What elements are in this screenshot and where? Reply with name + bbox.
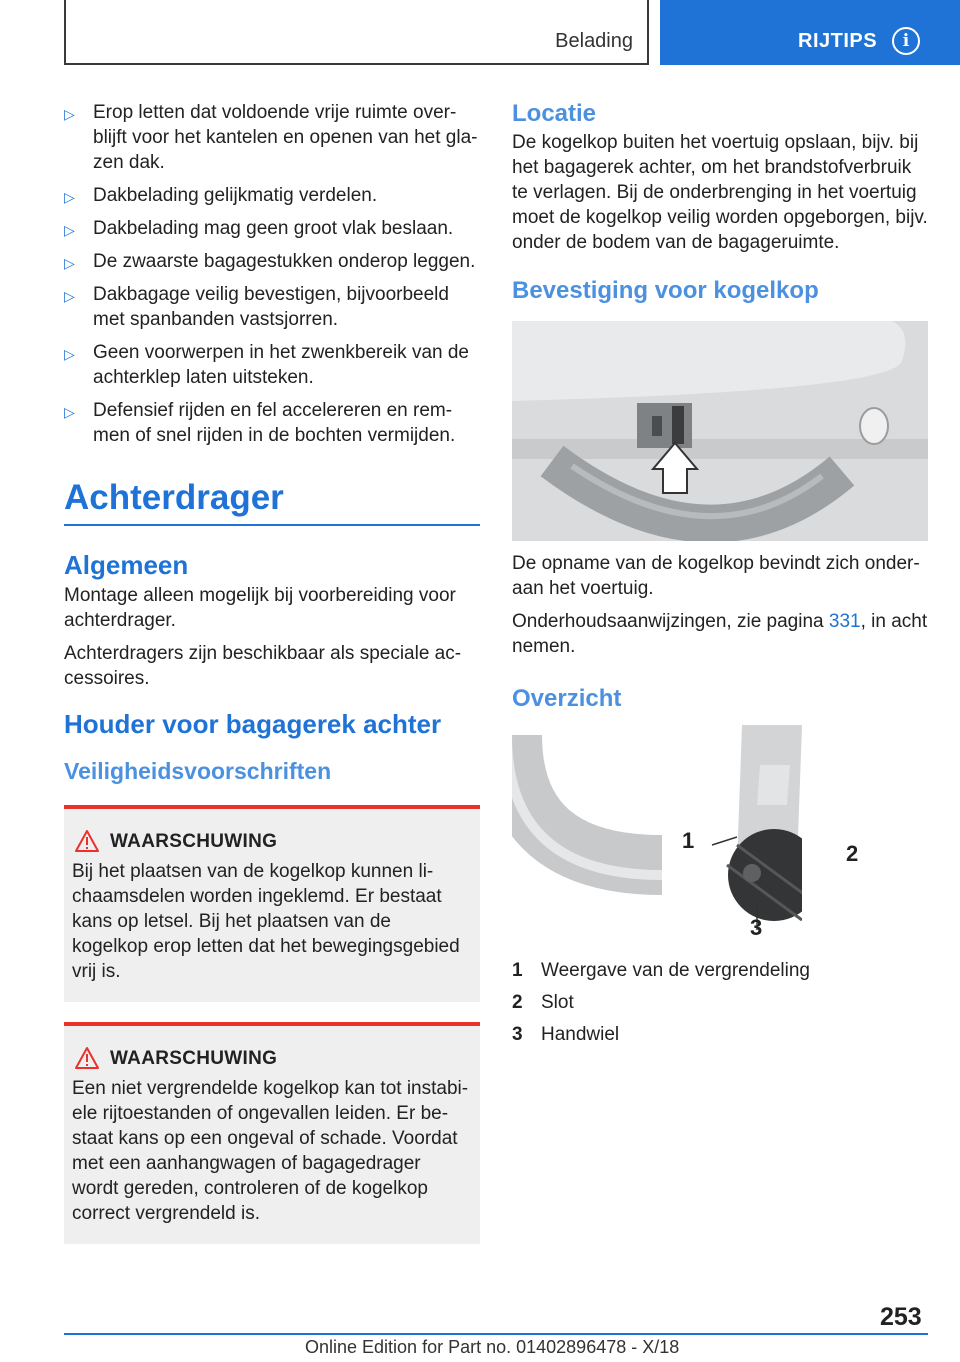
triangle-bullet-icon: ▷ [64,288,75,304]
section-heading-algemeen: Algemeen [64,550,189,580]
legend-list [512,958,928,1047]
warning-title: WAARSCHUWING [110,831,278,852]
illustration-ball-head [512,725,859,940]
list-item: ▷ Dakbagage veilig bevestigen, bijvoorbeeld met spanbanden vastsjorren. [64,284,449,330]
list-item: ▷ Erop letten dat voldoende vrije ruimte over-blijft voor het kantelen en openen van het gla-zen dak. [64,102,478,173]
chapter-heading: Achterdrager [64,478,480,526]
list-item: ▷ Dakbelading gelijkmatig verdelen. [64,183,480,208]
header-section-title: Belading [555,30,633,52]
paragraph: De opname van de kogelkop bevindt zich onder-aan het voertuig. [512,553,920,599]
triangle-bullet-icon: ▷ [64,346,75,362]
subsection-heading-veiligheid: Veiligheidsvoorschriften [64,758,332,784]
illustration-tow-hitch-mount [512,321,928,541]
list-item: ▷ Geen voorwerpen in het zwenkbereik van de achterklep laten uitsteken. [64,342,470,388]
warning-title: WAARSCHUWING [110,1048,278,1069]
list-item: ▷ Dakbelading mag geen groot vlak beslaan. [64,216,480,241]
callout-1: 1 [682,828,695,853]
triangle-bullet-icon: ▷ [64,106,75,122]
page-link[interactable]: 331 [828,611,861,632]
triangle-bullet-icon: ▷ [64,255,75,271]
paragraph: De kogelkop buiten het voertuig opslaan, bijv. bij het bagagerek achter, om het brandstofverbruik te verlagen. Bij de onderbrenging in het voertuig moet de kogelkop veilig worden opgeborgen, bijv. onder de bodem van de bagageruimte. [512,132,928,253]
section-heading-overzicht: Overzicht [512,685,622,712]
tips-list [64,100,480,448]
header-chapter-tab[interactable] [660,0,960,65]
header-chapter-title: RIJTIPS [798,30,878,52]
paragraph: Montage alleen mogelijk bij voorbereiding voor achterdrager. [64,585,456,631]
right-column [512,100,928,1054]
info-icon[interactable]: i [892,27,920,55]
list-item: ▷ Defensief rijden en fel accelereren en rem-men of snel rijden in de bochten vermijden. [64,400,456,446]
section-heading-locatie: Locatie [512,100,597,127]
paragraph-maintenance-ref: Onderhoudsaanwijzingen, zie pagina 331, in acht nemen. [512,611,928,657]
paragraph: Achterdragers zijn beschikbaar als speciale ac-cessoires. [64,643,462,689]
page-number: 253 [880,1303,922,1331]
left-column [64,100,480,1244]
warning-box [64,1022,480,1244]
warning-box [64,805,480,1002]
warning-triangle-icon [74,829,100,853]
list-item: 1 Weergave van de vergrendeling [512,960,810,981]
footer-divider [64,1333,928,1335]
triangle-bullet-icon: ▷ [64,404,75,420]
header-section-box [64,0,649,65]
section-heading-houder: Houder voor bagagerek achter [64,709,442,739]
footer-edition: Online Edition for Part no. 01402896478 - X/18 [305,1337,680,1357]
triangle-bullet-icon: ▷ [64,189,75,205]
warning-text: Een niet vergrendelde kogelkop kan tot instabi-ele rijtoestanden of ongevallen leiden. Er be-staat kans op een ongeval of schade. Voordat met een aanhangwagen of bagagedrager wordt gereden, controleren of de kogelkop correct vergrendeld is. [72,1078,469,1224]
list-item: ▷ De zwaarste bagagestukken onderop leggen. [64,249,480,274]
list-item: 2 Slot [512,992,574,1013]
warning-text: Bij het plaatsen van de kogelkop kunnen li-chaamsdelen worden ingeklemd. Er bestaat kans op letsel. Bij het plaatsen van de kogelkop erop letten dat het bewegingsgebied vrij is. [72,861,460,982]
callout-2: 2 [846,841,859,866]
section-heading-bevestiging: Bevestiging voor kogelkop [512,277,819,304]
triangle-bullet-icon: ▷ [64,222,75,238]
list-item: 3 Handwiel [512,1024,620,1045]
warning-triangle-icon [74,1046,100,1070]
callout-3: 3 [750,915,763,940]
